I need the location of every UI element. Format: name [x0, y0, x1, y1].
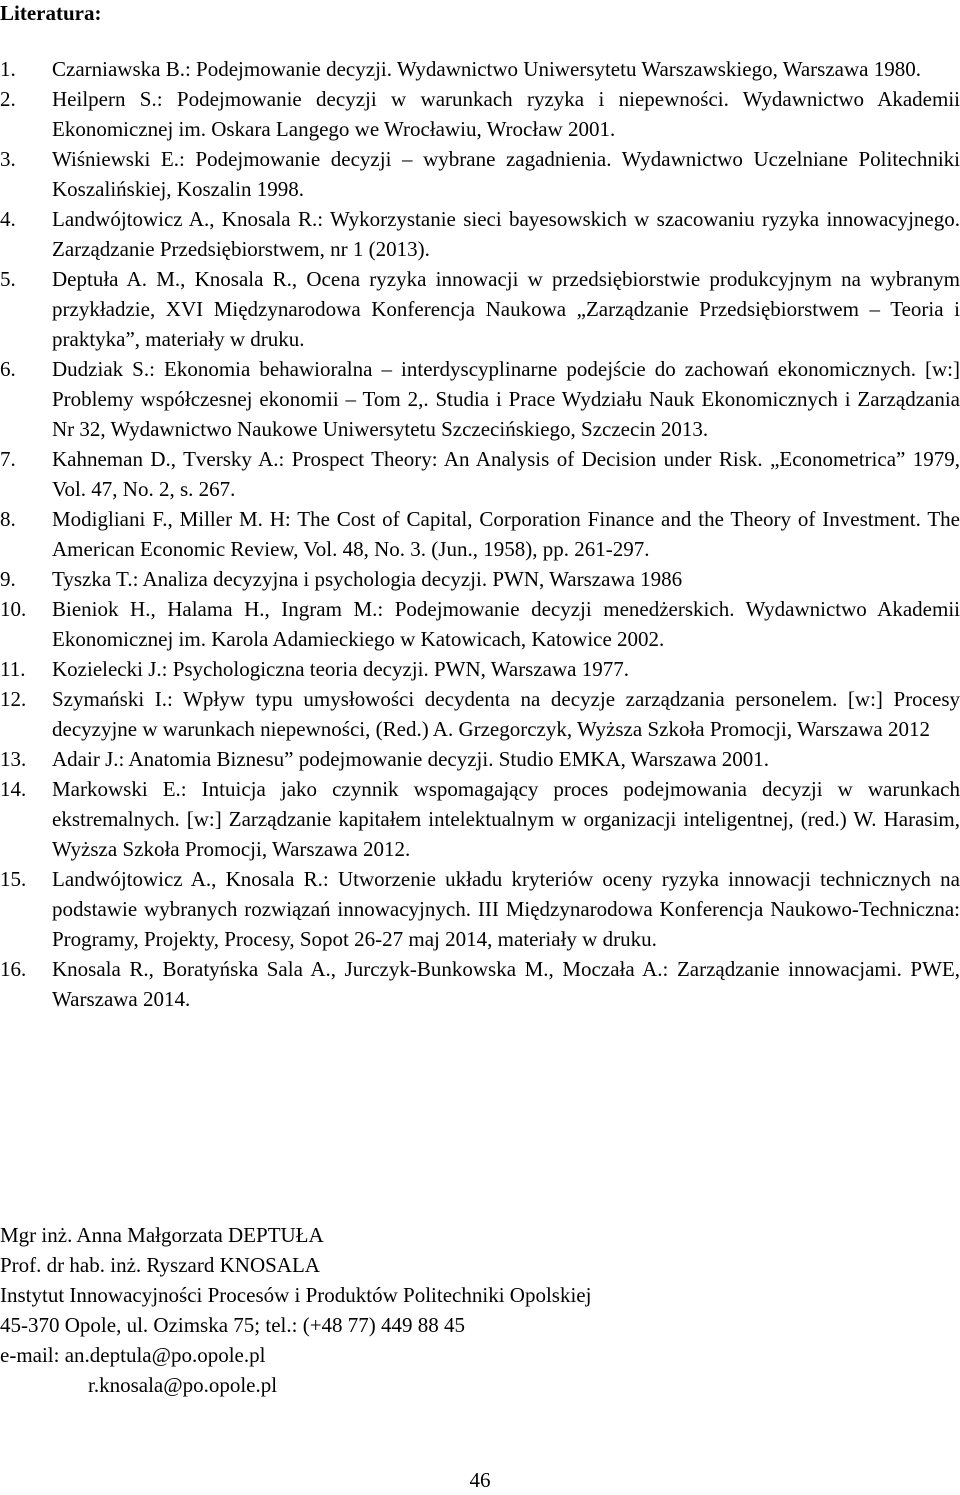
reference-number: 4.	[0, 207, 16, 231]
reference-item	[0, 444, 960, 504]
reference-item	[0, 594, 960, 654]
page-number: 46	[469, 1468, 491, 1492]
email-line: r.knosala@po.opole.pl	[88, 1373, 278, 1397]
email-line: e-mail: an.deptula@po.opole.pl	[0, 1343, 266, 1367]
reference-item	[0, 774, 960, 864]
reference-text: Tyszka T.: Analiza decyzyjna i psychologia decyzji. PWN, Warszawa 1986	[52, 567, 683, 591]
reference-number: 12.	[0, 687, 27, 711]
reference-item	[0, 954, 960, 1014]
reference-item	[0, 654, 960, 684]
reference-item	[0, 744, 960, 774]
reference-text: Markowski E.: Intuicja jako czynnik wspomagający proces podejmowania decyzji w warunkach ekstremalnych. [w:] Zarządzanie kapitałem intelektualnym w organizacji inteligentnej, (red.) W. Harasim, Wyższa Szkoła Promocji, Warszawa 2012.	[52, 777, 960, 861]
reference-text: Kahneman D., Tversky A.: Prospect Theory: An Analysis of Decision under Risk. „Econometrica” 1979, Vol. 47, No. 2, s. 267.	[52, 447, 960, 501]
reference-number: 14.	[0, 777, 27, 801]
author-info	[0, 1220, 960, 1400]
reference-text: Wiśniewski E.: Podejmowanie decyzji – wybrane zagadnienia. Wydawnictwo Uczelniane Politechniki Koszalińskiej, Koszalin 1998.	[52, 147, 960, 201]
reference-item	[0, 684, 960, 744]
reference-text: Knosala R., Boratyńska Sala A., Jurczyk-Bunkowska M., Moczała A.: Zarządzanie innowacjami. PWE, Warszawa 2014.	[52, 957, 960, 1011]
reference-number: 13.	[0, 747, 27, 771]
reference-number: 16.	[0, 957, 27, 981]
reference-number: 15.	[0, 867, 27, 891]
reference-item	[0, 204, 960, 264]
reference-number: 7.	[0, 447, 16, 471]
reference-number: 5.	[0, 267, 16, 291]
reference-text: Landwójtowicz A., Knosala R.: Utworzenie układu kryteriów oceny ryzyka innowacji technicznych na podstawie wybranych rozwiązań innowacyjnych. III Międzynarodowa Konferencja Naukowo-Techniczna: Programy, Projekty, Procesy, Sopot 26-27 maj 2014, materiały w druku.	[52, 867, 960, 951]
postal-address: 45-370 Opole, ul. Ozimska 75; tel.: (+48 77) 449 88 45	[0, 1313, 466, 1337]
reference-text: Bieniok H., Halama H., Ingram M.: Podejmowanie decyzji menedżerskich. Wydawnictwo Akademii Ekonomicznej im. Karola Adamieckiego w Katowicach, Katowice 2002.	[52, 597, 960, 651]
references-heading: Literatura:	[0, 1, 102, 25]
reference-item	[0, 864, 960, 954]
reference-number: 10.	[0, 597, 27, 621]
reference-text: Deptuła A. M., Knosala R., Ocena ryzyka innowacji w przedsiębiorstwie produkcyjnym na wybranym przykładzie, XVI Międzynarodowa Konferencja Naukowa „Zarządzanie Przedsiębiorstwem – Teoria i praktyka”, materiały w druku.	[52, 267, 960, 351]
reference-number: 8.	[0, 507, 16, 531]
reference-item	[0, 84, 960, 144]
reference-list	[0, 54, 960, 1014]
reference-item	[0, 504, 960, 564]
reference-text: Landwójtowicz A., Knosala R.: Wykorzystanie sieci bayesowskich w szacowaniu ryzyka innowacyjnego. Zarządzanie Przedsiębiorstwem, nr 1 (2013).	[52, 207, 960, 261]
reference-item	[0, 144, 960, 204]
reference-number: 2.	[0, 87, 16, 111]
reference-text: Modigliani F., Miller M. H: The Cost of Capital, Corporation Finance and the Theory of Investment. The American Economic Review, Vol. 48, No. 3. (Jun., 1958), pp. 261-297.	[52, 507, 960, 561]
reference-text: Adair J.: Anatomia Biznesu” podejmowanie decyzji. Studio EMKA, Warszawa 2001.	[52, 747, 770, 771]
reference-number: 6.	[0, 357, 16, 381]
reference-item	[0, 264, 960, 354]
reference-item	[0, 564, 960, 594]
reference-number: 11.	[0, 657, 26, 681]
reference-item	[0, 54, 960, 84]
reference-number: 9.	[0, 567, 16, 591]
reference-text: Dudziak S.: Ekonomia behawioralna – interdyscyplinarne podejście do zachowań ekonomicznych. [w:] Problemy współczesnej ekonomii – Tom 2,. Studia i Prace Wydziału Nauk Ekonomicznych i Zarządzania Nr 32, Wydawnictwo Naukowe Uniwersytetu Szczecińskiego, Szczecin 2013.	[52, 357, 960, 441]
reference-number: 1.	[0, 57, 16, 81]
reference-text: Kozielecki J.: Psychologiczna teoria decyzji. PWN, Warszawa 1977.	[52, 657, 629, 681]
reference-text: Czarniawska B.: Podejmowanie decyzji. Wydawnictwo Uniwersytetu Warszawskiego, Warszawa 1980.	[52, 57, 921, 81]
reference-number: 3.	[0, 147, 16, 171]
reference-text: Szymański I.: Wpływ typu umysłowości decydenta na decyzje zarządzania personelem. [w:] Procesy decyzyjne w warunkach niepewności, (Red.) A. Grzegorczyk, Wyższa Szkoła Promocji, Warszawa 2012	[52, 687, 960, 741]
reference-text: Heilpern S.: Podejmowanie decyzji w warunkach ryzyka i niepewności. Wydawnictwo Akademii Ekonomicznej im. Oskara Langego we Wrocławiu, Wrocław 2001.	[52, 87, 960, 141]
author-name: Prof. dr hab. inż. Ryszard KNOSALA	[0, 1253, 320, 1277]
institution-name: Instytut Innowacyjności Procesów i Produktów Politechniki Opolskiej	[0, 1283, 592, 1307]
author-name: Mgr inż. Anna Małgorzata DEPTUŁA	[0, 1223, 324, 1247]
reference-item	[0, 354, 960, 444]
